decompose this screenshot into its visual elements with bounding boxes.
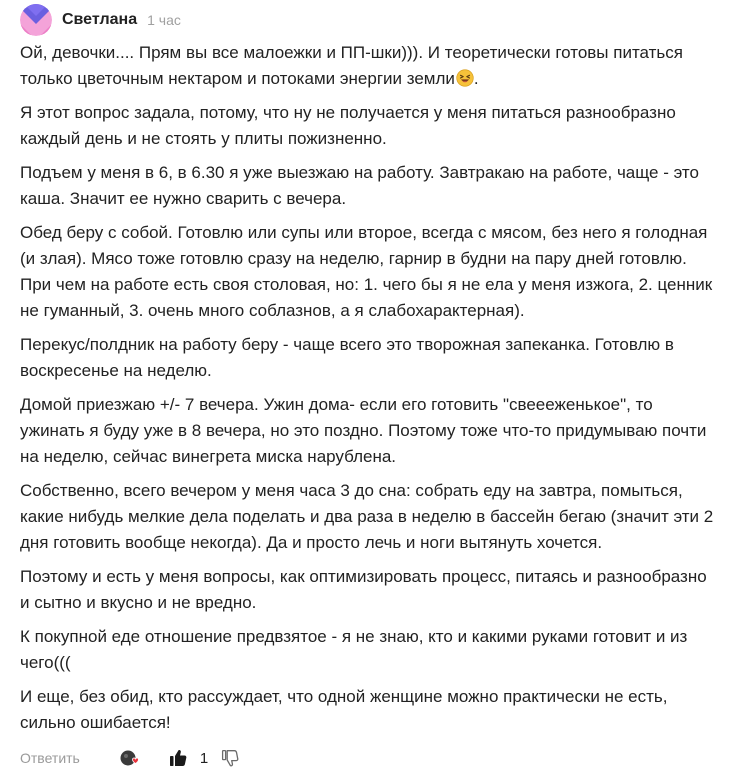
comment-paragraph: Ой, девочки.... Прям вы все малоежки и ПП-шки))). И теоретически готовы питаться только цветочным нектаром и потоками энергии земли . [20, 43, 683, 88]
laughing-emoji-icon [456, 69, 474, 87]
comment-paragraph: Обед беру с собой. Готовлю или супы или второе, всегда с мясом, без него я голодная (и злая). Мясо тоже готовлю сразу на неделю, гарнир в будни на пару дней готовлю. При чем на работе есть своя столовая, но: 1. чего бы я не ела у меня изжога, 2. ценник не гуманный, 3. очень много соблазнов, а я слабохарактерная). [20, 223, 713, 320]
comment-paragraph: Перекус/полдник на работу беру - чаще всего это творожная запеканка. Готовлю в воскресенье на неделю. [20, 335, 674, 380]
comment-paragraph: Собственно, всего вечером у меня часа 3 до сна: собрать еду на завтра, помыться, какие нибудь мелкие дела поделать и два раза в неделю в бассейн бегаю (значит эти 2 дня готовить вообще некогда). Да и просто лечь и ноги вытянуть хочется. [20, 481, 714, 552]
comment-paragraph: Домой приезжаю +/- 7 вечера. Ужин дома- если его готовить "свеееженькое", то ужинать я буду уже в 8 вечера, но это поздно. Поэтому тоже что-то придумываю почти на неделю, сейчас винегрета миска нарублена. [20, 395, 707, 466]
comment-footer [20, 743, 240, 773]
thumbs-down-icon[interactable] [220, 748, 240, 768]
reply-button[interactable]: Ответить [20, 750, 80, 766]
author-avatar[interactable] [20, 4, 52, 36]
reactions[interactable] [120, 748, 140, 768]
reactor-avatar-icon[interactable] [120, 748, 140, 768]
comment-paragraph: И еще, без обид, кто рассуждает, что одной женщине можно практически не есть, сильно ошибается! [20, 687, 668, 732]
thumbs-up-icon[interactable] [168, 748, 188, 768]
comment-paragraph: Поэтому и есть у меня вопросы, как оптимизировать процесс, питаясь и разнообразно и сытно и вкусно и не вредно. [20, 567, 707, 612]
comment-header [20, 4, 181, 36]
comment-paragraph: Я этот вопрос задала, потому, что ну не получается у меня питаться разнообразно каждый день и не стоять у плиты пожизненно. [20, 103, 676, 148]
comment-paragraph: К покупной еде отношение предвзятое - я не знаю, кто и какими руками готовит и из чего((( [20, 627, 688, 672]
comment-body [20, 40, 720, 744]
comment-paragraph: Подъем у меня в 6, в 6.30 я уже выезжаю на работу. Завтракаю на работе, чаще - это каша. Значит ее нужно сварить с вечера. [20, 163, 699, 208]
like-count: 1 [199, 749, 209, 767]
author-name[interactable]: Светлана [62, 11, 138, 28]
timestamp: 1 час [147, 12, 181, 28]
